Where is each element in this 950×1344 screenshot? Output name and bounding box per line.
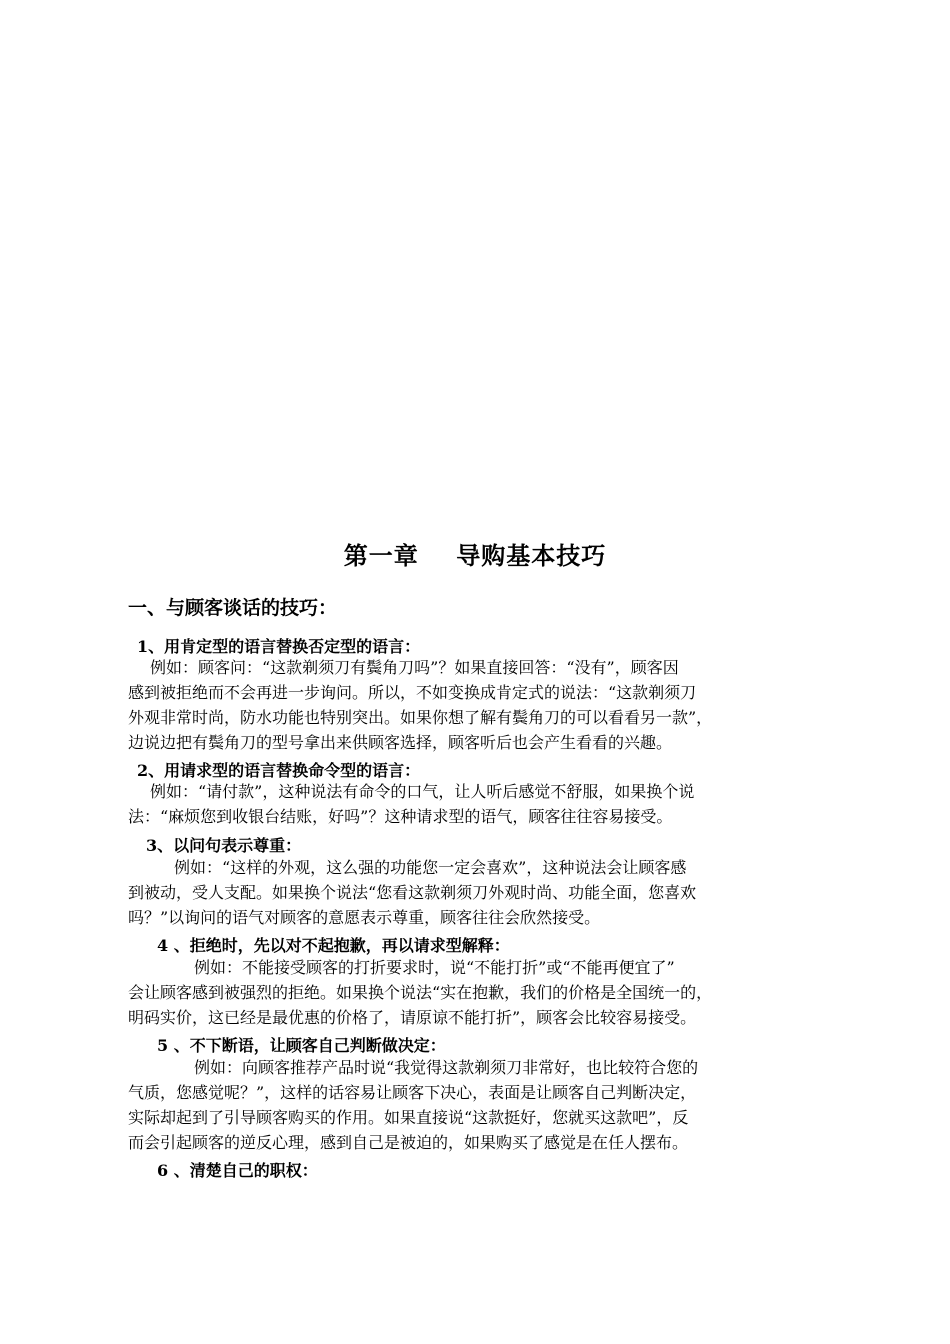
paragraph-line: 吗？”以询问的语气对顾客的意愿表示尊重，顾客往往会欣然接受。 bbox=[128, 908, 601, 927]
paragraph-line: 外观非常时尚，防水功能也特别突出。如果你想了解有鬓角刀的可以看看另一款”， bbox=[128, 708, 713, 727]
item-heading-4: 4 、拒绝时，先以对不起抱歉，再以请求型解释： bbox=[157, 936, 510, 955]
section-heading: 一、与顾客谈话的技巧： bbox=[128, 597, 338, 619]
paragraph-line: 例如：“这样的外观，这么强的功能您一定会喜欢”，这种说法会让顾客感 bbox=[174, 858, 687, 877]
item-heading-5: 5 、不下断语，让顾客自己判断做决定： bbox=[157, 1036, 446, 1055]
paragraph-line: 气质，您感觉呢？”，这样的话容易让顾客下决心，表面是让顾客自己判断决定， bbox=[128, 1083, 697, 1102]
paragraph-line: 例如：不能接受顾客的打折要求时，说“不能打折”或“不能再便宜了” bbox=[194, 958, 675, 977]
paragraph-line: 法：“麻烦您到收银台结账，好吗”？这种请求型的语气，顾客往往容易接受。 bbox=[128, 807, 673, 826]
paragraph-line: 实际却起到了引导顾客购买的作用。如果直接说“这款挺好，您就买这款吧”，反 bbox=[128, 1108, 689, 1127]
chapter-title: 第一章 导购基本技巧 bbox=[343, 541, 607, 570]
paragraph-line: 边说边把有鬓角刀的型号拿出来供顾客选择，顾客听后也会产生看看的兴趣。 bbox=[128, 733, 673, 752]
item-heading-1: 1、用肯定型的语言替换否定型的语言： bbox=[137, 637, 421, 656]
paragraph-line: 明码实价，这已经是最优惠的价格了，请原谅不能打折”，顾客会比较容易接受。 bbox=[128, 1008, 697, 1027]
item-heading-3: 3、以问句表示尊重： bbox=[146, 836, 302, 855]
paragraph-line: 例如：“请付款”，这种说法有命令的口气，让人听后感觉不舒服，如果换个说 bbox=[150, 782, 695, 801]
paragraph-line: 例如：向顾客推荐产品时说“我觉得这款剃须刀非常好，也比较符合您的 bbox=[194, 1058, 699, 1077]
item-heading-2: 2、用请求型的语言替换命令型的语言： bbox=[137, 761, 421, 780]
paragraph-line: 会让顾客感到被强烈的拒绝。如果换个说法“实在抱歉，我们的价格是全国统一的， bbox=[128, 983, 713, 1002]
paragraph-line: 例如：顾客问：“这款剃须刀有鬓角刀吗”？如果直接回答：“没有”，顾客因 bbox=[150, 658, 679, 677]
item-heading-6: 6 、清楚自己的职权： bbox=[157, 1161, 318, 1180]
paragraph-line: 感到被拒绝而不会再进一步询问。所以，不如变换成肯定式的说法：“这款剃须刀 bbox=[128, 683, 697, 702]
paragraph-line: 到被动，受人支配。如果换个说法“您看这款剃须刀外观时尚、功能全面，您喜欢 bbox=[128, 883, 697, 902]
paragraph-line: 而会引起顾客的逆反心理，感到自己是被迫的，如果购买了感觉是在任人摆布。 bbox=[128, 1133, 689, 1152]
